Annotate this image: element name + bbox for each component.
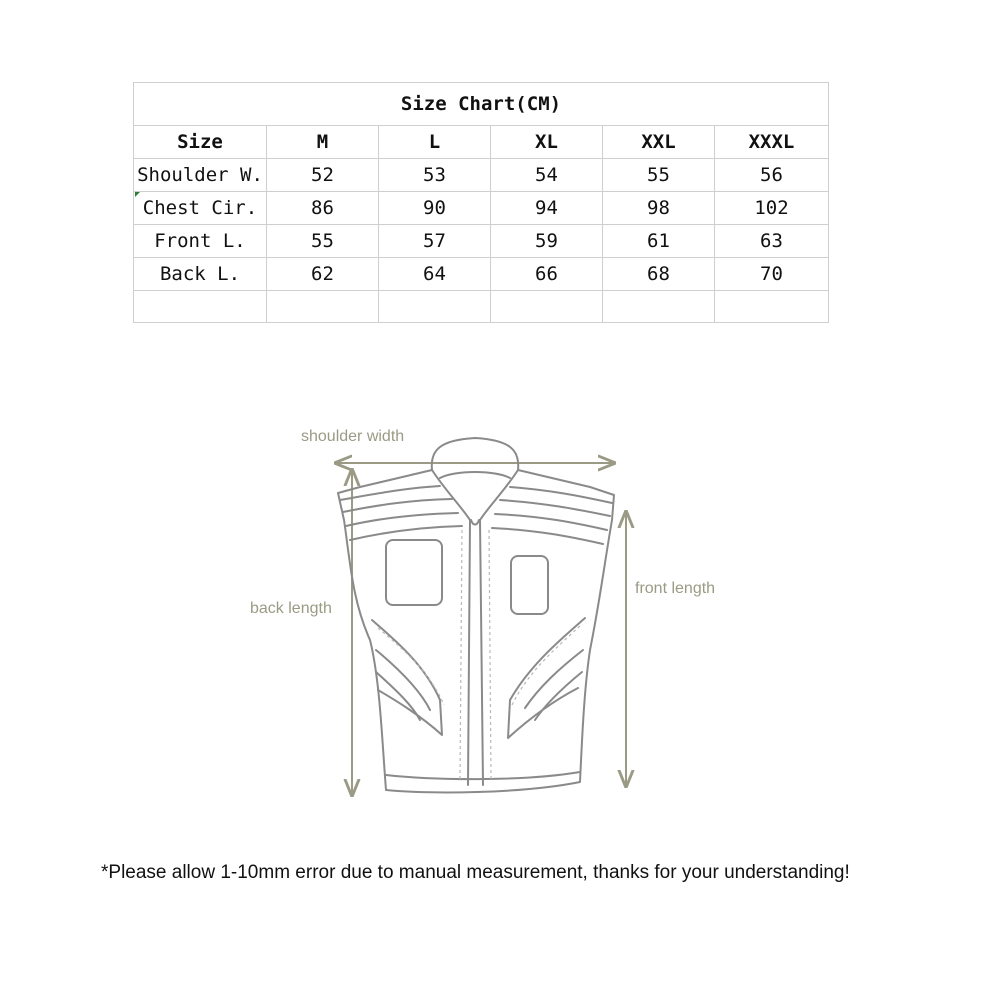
back-length-label: back length xyxy=(250,600,332,617)
table-cell: 53 xyxy=(379,159,491,192)
table-cell: 98 xyxy=(603,192,715,225)
header-cell: L xyxy=(379,126,491,159)
table-cell: 55 xyxy=(603,159,715,192)
table-cell: 62 xyxy=(267,258,379,291)
table-cell: 61 xyxy=(603,225,715,258)
table-cell: 55 xyxy=(267,225,379,258)
header-cell: M xyxy=(267,126,379,159)
front-length-label: front length xyxy=(635,580,716,597)
header-cell: XL xyxy=(491,126,603,159)
table-cell: 52 xyxy=(267,159,379,192)
shoulder-width-label: shoulder width xyxy=(301,428,405,445)
size-chart-title: Size Chart(CM) xyxy=(134,83,829,126)
header-cell: XXL xyxy=(603,126,715,159)
vest-outline xyxy=(338,438,614,792)
table-cell: 68 xyxy=(603,258,715,291)
table-cell: 57 xyxy=(379,225,491,258)
table-cell: 90 xyxy=(379,192,491,225)
table-cell: 86 xyxy=(267,192,379,225)
table-cell: 94 xyxy=(491,192,603,225)
row-label: Front L. xyxy=(134,225,267,258)
table-cell: 63 xyxy=(715,225,829,258)
table-cell: 66 xyxy=(491,258,603,291)
measurement-note: *Please allow 1-10mm error due to manual measurement, thanks for your understanding! xyxy=(101,862,850,883)
header-cell: Size xyxy=(134,126,267,159)
table-cell: 54 xyxy=(491,159,603,192)
row-label: Chest Cir. xyxy=(134,192,267,225)
header-cell: XXXL xyxy=(715,126,829,159)
row-label: Shoulder W. xyxy=(134,159,267,192)
table-cell: 56 xyxy=(715,159,829,192)
table-cell: 102 xyxy=(715,192,829,225)
table-cell: 70 xyxy=(715,258,829,291)
table-cell: 59 xyxy=(491,225,603,258)
table-cell: 64 xyxy=(379,258,491,291)
row-label: Back L. xyxy=(134,258,267,291)
